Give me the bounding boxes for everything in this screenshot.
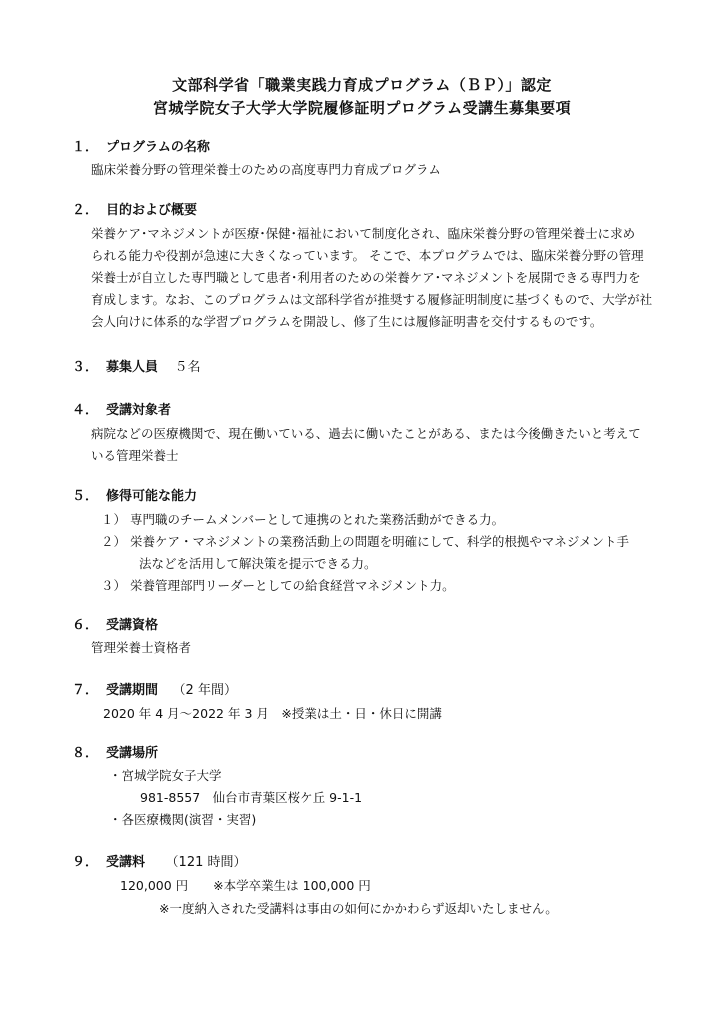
section-8-heading <box>72 746 158 762</box>
section-6-heading <box>72 618 158 634</box>
section-number: ２． <box>72 203 99 218</box>
section-title: 受講料 <box>106 855 146 870</box>
section-7-body: 2020 年 4 月〜2022 年 3 月 ※授業は土・日・休日に開講 <box>103 706 442 721</box>
section-4-heading <box>72 403 171 419</box>
section-2-body-line: 栄養ケア･マネジメントが医療･保健･福祉において制度化され、臨床栄養分野の管理栄養士に求め <box>91 226 636 241</box>
section-number: ５． <box>72 489 99 504</box>
section-2-body-line: 会人向けに体系的な学習プログラムを開設し、修了生には履修証明書を交付するものです。 <box>91 314 603 329</box>
section-number: ６． <box>72 618 99 633</box>
section-number: ４． <box>72 403 99 418</box>
section-6-body: 管理栄養士資格者 <box>91 640 192 655</box>
course-hours: （121 時間） <box>165 855 247 870</box>
section-title: 受講期間 <box>106 683 159 698</box>
tuition-fee: 120,000 円 ※本学卒業生は 100,000 円 <box>120 878 371 893</box>
section-number: ７． <box>72 683 99 698</box>
section-2-heading <box>72 203 197 219</box>
section-number: ８． <box>72 746 99 761</box>
section-7-heading <box>72 683 237 699</box>
document-title-line2: 宮城学院女子大学大学院履修証明プログラム受講生募集要項 <box>152 99 572 117</box>
ability-item: １） 専門職のチームメンバーとして連携のとれた業務活動ができる力。 <box>101 512 505 527</box>
section-2-body-line: られる能力や役割が急速に大きくなっています。 そこで、本プログラムでは、臨床栄養分野の管理 <box>91 248 644 263</box>
section-title: 受講対象者 <box>106 403 172 418</box>
section-9-heading <box>72 855 247 871</box>
location-item: ・各医療機関(演習・実習) <box>109 812 257 827</box>
ability-item: ３） 栄養管理部門リーダーとしての給食経営マネジメント力。 <box>101 578 455 593</box>
section-title: 修得可能な能力 <box>106 489 198 504</box>
section-3-heading <box>72 360 201 376</box>
section-1-heading <box>72 140 210 156</box>
recruitment-count: ５名 <box>174 360 201 375</box>
section-title: 募集人員 <box>106 360 159 375</box>
section-2-body-line: 育成します。なお、このプログラムは文部科学省が推奨する履修証明制度に基づくもので、大学が社 <box>91 292 653 307</box>
section-title: プログラムの名称 <box>106 140 210 155</box>
section-number: ９． <box>72 855 99 870</box>
document-title-line1: 文部科学省「職業実践力育成プログラム（ＢＰ）」認定 <box>172 76 552 94</box>
section-title: 目的および概要 <box>106 203 198 218</box>
section-5-heading <box>72 489 197 505</box>
section-number: １． <box>72 140 99 155</box>
ability-item: ２） 栄養ケア・マネジメントの業務活動上の問題を明確にして、科学的根拠やマネジメント手 <box>101 534 629 549</box>
section-1-body: 臨床栄養分野の管理栄養士のための高度専門力育成プログラム <box>91 162 441 177</box>
location-address: 981-8557 仙台市青葉区桜ケ丘 9-1-1 <box>140 790 363 805</box>
location-item: ・宮城学院女子大学 <box>109 768 222 783</box>
section-number: ３． <box>72 360 99 375</box>
course-duration: （2 年間） <box>172 683 237 698</box>
section-4-body-line: いる管理栄養士 <box>91 448 179 463</box>
ability-item-continued: 法などを活用して解決策を提示できる力。 <box>139 556 377 571</box>
section-title: 受講場所 <box>106 746 159 761</box>
section-4-body-line: 病院などの医療機関で、現在働いている、過去に働いたことがある、または今後働きたいと考えて <box>91 426 641 441</box>
section-2-body-line: 栄養士が自立した専門職として患者･利用者のための栄養ケア･マネジメントを展開できる専門力を <box>91 270 641 285</box>
refund-note: ※一度納入された受講料は事由の如何にかかわらず返却いたしません。 <box>159 901 558 916</box>
section-title: 受講資格 <box>106 618 159 633</box>
